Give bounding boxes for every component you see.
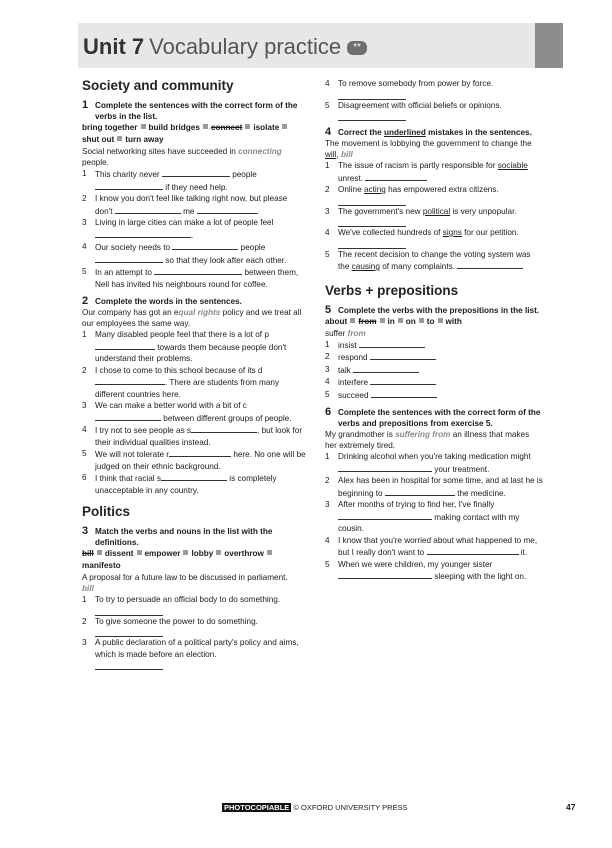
answer-blank[interactable] — [370, 351, 436, 360]
list-item: 1 To try to persuade an official body to do something. — [82, 594, 307, 616]
exercise-6-instruction: 6 Complete the sentences with the correct form of the verbs and prepositions from exercise 5. — [325, 406, 541, 428]
footer — [222, 803, 408, 813]
exercise-6-example: My grandmother is suffering from an illness that makes her extremely tired. — [325, 430, 530, 450]
word-list-3: bill dissent empower lobby overthrow manifesto — [82, 548, 307, 572]
section-heading-verbs: Verbs + prepositions — [325, 282, 459, 298]
list-item: 3 Living in large cities can make a lot of people feel . — [82, 218, 274, 240]
answer-blank[interactable] — [95, 181, 163, 190]
left-column — [82, 78, 307, 670]
exercise-4-instruction: 4 Correct the underlined mistakes in the sentences. — [325, 126, 532, 138]
answer-blank[interactable] — [353, 364, 419, 373]
page-number: 47 — [566, 802, 576, 812]
header-tab — [535, 23, 563, 68]
list-item: 5 In an attempt to between them, Neil has invited his neighbours round for coffee. — [82, 267, 299, 289]
photocopiable-badge: PHOTOCOPIABLE — [224, 803, 290, 812]
answer-blank[interactable] — [457, 260, 523, 269]
list-item: 3 A public declaration of a political party's policy and aims, which is made before an election. — [82, 637, 307, 670]
list-item: 2 Alex has been in hospital for some time, and at last he is beginning to the medicine. — [325, 476, 543, 498]
page-title — [83, 34, 367, 60]
answer-blank[interactable] — [338, 511, 432, 520]
exercise-2-instruction: 2 Complete the words in the sentences. — [82, 295, 242, 307]
answer-blank[interactable] — [370, 376, 436, 385]
answer-blank[interactable] — [359, 339, 425, 348]
list-item: 1 insist — [325, 339, 543, 352]
list-item: 6 I think that racial s is completely unacceptable in any country. — [82, 473, 277, 495]
answer-blank[interactable] — [338, 90, 406, 100]
unit-subtitle: Vocabulary practice — [149, 34, 342, 59]
list-item: 2 I know you don't feel like talking right now, but please don't me . — [82, 194, 288, 216]
publisher-credit: © OXFORD UNIVERSITY PRESS — [293, 803, 408, 812]
list-item: 5 The recent decision to change the voting system was the causing of many complaints. — [325, 249, 531, 271]
list-item: 4 We've collected hundreds of signs for our petition. — [325, 227, 543, 249]
word-list-1: bring together build bridges connect isolate shut out turn away — [82, 122, 307, 146]
answer-blank[interactable] — [95, 412, 161, 421]
answer-blank[interactable] — [169, 448, 231, 457]
answer-blank[interactable] — [191, 424, 257, 433]
list-item: 2 respond — [325, 351, 543, 364]
exercise-2-example: Our company has got an equal rights policy and we treat all our employees the same way. — [82, 308, 302, 328]
answer-blank[interactable] — [95, 627, 163, 637]
exercise-4-example: The movement is lobbying the government to change the will, bill — [325, 139, 532, 159]
answer-blank[interactable] — [161, 472, 227, 481]
list-item: 1 This charity never people if they need help. — [82, 169, 257, 192]
list-item: 4 Our society needs to people so that they look after each other. — [82, 242, 287, 265]
unit-label: Unit 7 — [83, 34, 145, 59]
answer-blank[interactable] — [162, 168, 230, 177]
list-item: 4 interfere — [325, 376, 543, 389]
section-heading-society: Society and community — [82, 78, 234, 93]
answer-blank[interactable] — [338, 239, 406, 249]
answer-blank[interactable] — [95, 254, 163, 263]
exercise-5-example: suffer from — [325, 328, 366, 338]
answer-blank[interactable] — [371, 389, 437, 398]
list-item: 1 Many disabled people feel that there is a lot of p towards them because people don't understand their problems. — [82, 330, 287, 363]
list-item: 4 I know that you're worried about what happened to me, but I really don't want to it. — [325, 535, 538, 557]
answer-blank[interactable] — [95, 606, 163, 616]
answer-blank[interactable] — [365, 172, 427, 181]
list-item: 4 I try not to see people as s , but look for their individual qualities instead. — [82, 425, 303, 447]
list-item: 1 Drinking alcohol when you're taking medication might your treatment. — [325, 452, 531, 474]
answer-blank[interactable] — [115, 205, 181, 214]
answer-blank[interactable] — [338, 570, 432, 579]
list-item: 2 I chose to come to this school because of its d. There are students from many different countries here. — [82, 365, 280, 399]
section-heading-politics: Politics — [82, 504, 131, 519]
exercise-1-instruction: 1 Complete the sentences with the correct form of the verbs in the list. — [82, 99, 298, 121]
answer-blank[interactable] — [95, 229, 191, 238]
answer-blank[interactable] — [95, 660, 163, 670]
answer-blank[interactable] — [338, 111, 406, 121]
answer-blank[interactable] — [338, 463, 432, 472]
answer-blank[interactable] — [172, 241, 238, 250]
level-badge: ** — [347, 41, 367, 55]
answer-blank[interactable] — [338, 196, 406, 206]
exercise-1-example: Social networking sites have succeeded in connecting people. — [82, 147, 282, 167]
list-item: 5 succeed — [325, 389, 543, 402]
list-item: 3 The government's new political is very unpopular. — [325, 206, 543, 228]
list-item: 2 Online acting has empowered extra citizens. — [325, 184, 543, 206]
list-item: 1 The issue of racism is partly responsible for sociable unrest. — [325, 161, 528, 183]
right-column — [325, 78, 543, 583]
list-item: 5 Disagreement with official beliefs or opinions. — [325, 100, 543, 122]
list-item: 3 After months of trying to find her, I've finally making contact with my cousin. — [325, 500, 520, 533]
exercise-3-instruction: 3 Match the verbs and nouns in the list with the definitions. — [82, 525, 273, 547]
answer-blank[interactable] — [338, 217, 406, 227]
list-item: 5 When we were children, my younger sister sleeping with the light on. — [325, 559, 527, 581]
answer-blank[interactable] — [385, 487, 455, 496]
answer-blank[interactable] — [427, 546, 519, 555]
list-item: 4 To remove somebody from power by force. — [325, 78, 543, 100]
word-list-5: about from in on to with — [325, 316, 462, 326]
list-item: 3 talk — [325, 364, 543, 377]
list-item: 2 To give someone the power to do something. — [82, 616, 307, 638]
list-item: 5 We will not tolerate r here. No one will be judged on their ethnic background. — [82, 449, 306, 471]
list-item: 3 We can make a better world with a bit of c between different groups of people. — [82, 401, 292, 423]
answer-blank[interactable] — [95, 341, 155, 350]
answer-blank[interactable] — [154, 266, 242, 275]
exercise-5-instruction: 5 Complete the verbs with the prepositions in the list. — [325, 303, 540, 316]
exercise-3-example: A proposal for a future law to be discussed in parliament. bill — [82, 573, 288, 593]
answer-blank[interactable] — [197, 205, 257, 214]
answer-blank[interactable] — [95, 376, 165, 385]
